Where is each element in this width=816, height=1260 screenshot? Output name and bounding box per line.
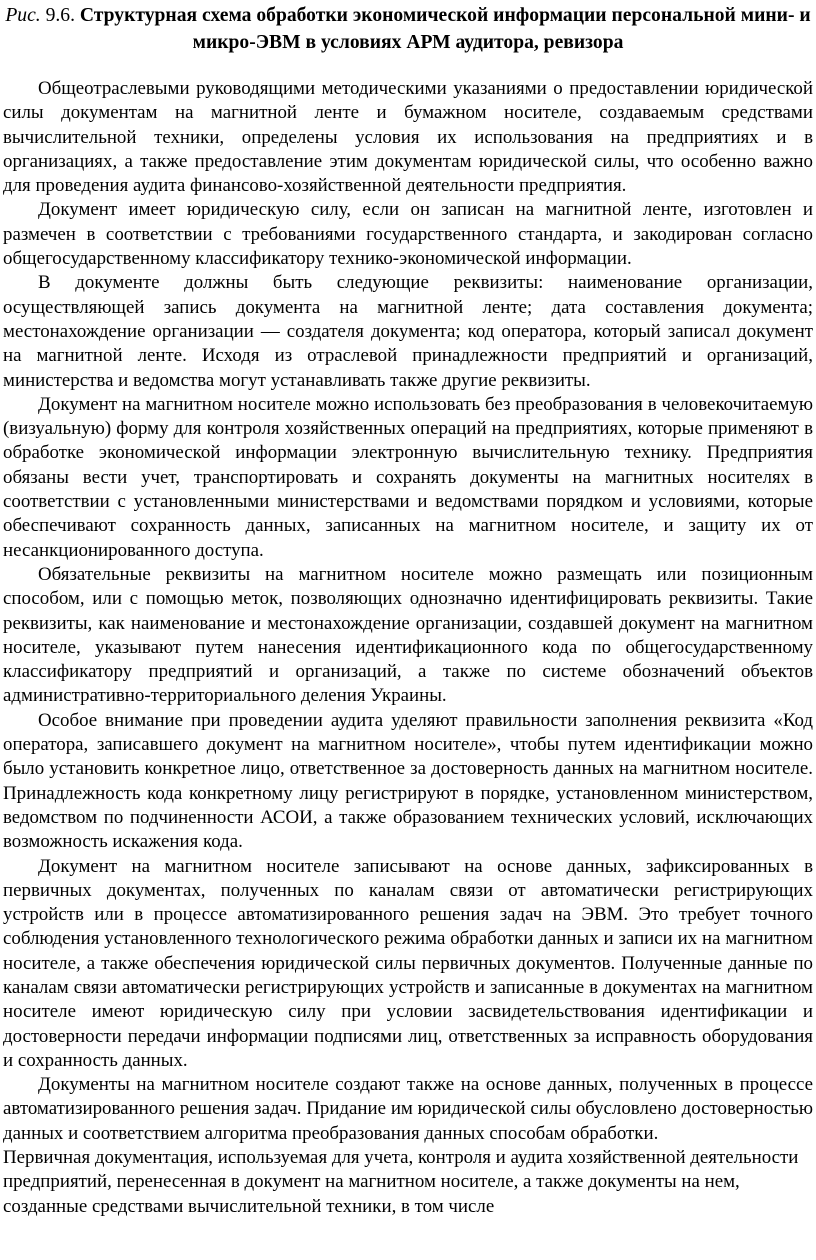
- paragraph: Документы на магнитном носителе создают также на основе данных, полученных в процессе автоматизированного решения задач. Придание им юридической силы обусловлено достоверностью данных и соответствием алгоритма преобразования данных способам обработки.: [3, 1074, 813, 1144]
- figure-caption-number: 9.6.: [40, 5, 80, 26]
- paragraph: В документе должны быть следующие реквизиты: наименование организации, осуществляющей запись документа на магнитной ленте; дата составления документа; местонахождение организации — создателя документа; код оператора, который записал документ на магнитной ленте. Исходя из отраслевой принадлежности предприятий и организаций, министерства и ведомства могут устанавливать также другие реквизиты.: [3, 272, 813, 391]
- document-body: [3, 77, 813, 1219]
- paragraph: Документ на магнитном носителе можно использовать без преобразования в человекочитаемую (визуальную) форму для контроля хозяйственных операций на предприятиях, которые применяют в обработке экономической информации электронную вычислительную технику. Предприятия обязаны вести учет, транспортировать и сохранять документы на магнитных носителях в соответствии с установленными министерствами и ведомствами порядком и условиями, которые обеспечивают сохранность данных, записанных на магнитном носителе, и защиту их от несанкционированного доступа.: [3, 393, 813, 561]
- figure-caption-title: Структурная схема обработки экономической информации персональной мини- и микро-ЭВМ в условиях АРМ аудитора, ревизора: [79, 5, 811, 53]
- figure-caption: [3, 0, 813, 56]
- paragraph: Обязательные реквизиты на магнитном носителе можно размещать или позиционным способом, или с помощью меток, позволяющих однозначно идентифицировать реквизиты. Такие реквизиты, как наименование и местонахождение организации, создавшей документ на магнитном носителе, указывают путем нанесения идентификационного кода по общегосударственному классификатору предприятий и организаций, а также по системе обозначений объектов административно-территориального деления Украины.: [3, 563, 813, 707]
- paragraph: Документ на магнитном носителе записывают на основе данных, зафиксированных в первичных документах, полученных по каналам связи от автоматически регистрирующих устройств или в процессе автоматизированного решения задач на ЭВМ. Это требует точного соблюдения установленного технологического режима обработки данных и записи их на магнитном носителе, а также обеспечения юридической силы первичных документов. Полученные данные по каналам связи автоматически регистрирующих устройств и записанные в документах на магнитном носителе имеют юридическую силу при условии засвидетельствования идентификации и достоверности передачи информации подписями лиц, ответственных за исправность оборудования и сохранность данных.: [3, 855, 813, 1071]
- paragraph: Документ имеет юридическую силу, если он записан на магнитной ленте, изготовлен и размечен в соответствии с требованиями государственного стандарта, и закодирован согласно общегосударственному классификатору технико-экономической информации.: [3, 199, 813, 270]
- paragraph: Первичная документация, используемая для учета, контроля и аудита хозяйственной деятельности предприятий, перенесенная в документ на магнитном носителе, а также документы на нем, созданные средствами вычислительной техники, в том числе: [3, 1147, 799, 1217]
- figure-caption-prefix: Рис.: [5, 5, 41, 26]
- paragraph: Особое внимание при проведении аудита уделяют правильности заполнения реквизита «Код оператора, записавшего документ на магнитном носителе», чтобы путем идентификации можно было установить конкретное лицо, ответственное за достоверность данных на магнитном носителе. Принадлежность кода конкретному лицу регистрируют в порядке, установленном министерством, ведомством по подчиненности АСОИ, а также образованием технических условий, исключающих возможность искажения кода.: [3, 709, 813, 853]
- paragraph: Общеотраслевыми руководящими методическими указаниями о предоставлении юридической силы документам на магнитной ленте и бумажном носителе, создаваемым средствами вычислительной техники, определены условия их использования на предприятиях и в организациях, а также предоставление этим документам юридической силы, что особенно важно для проведения аудита финансово-хозяйственной деятельности предприятия.: [3, 78, 813, 197]
